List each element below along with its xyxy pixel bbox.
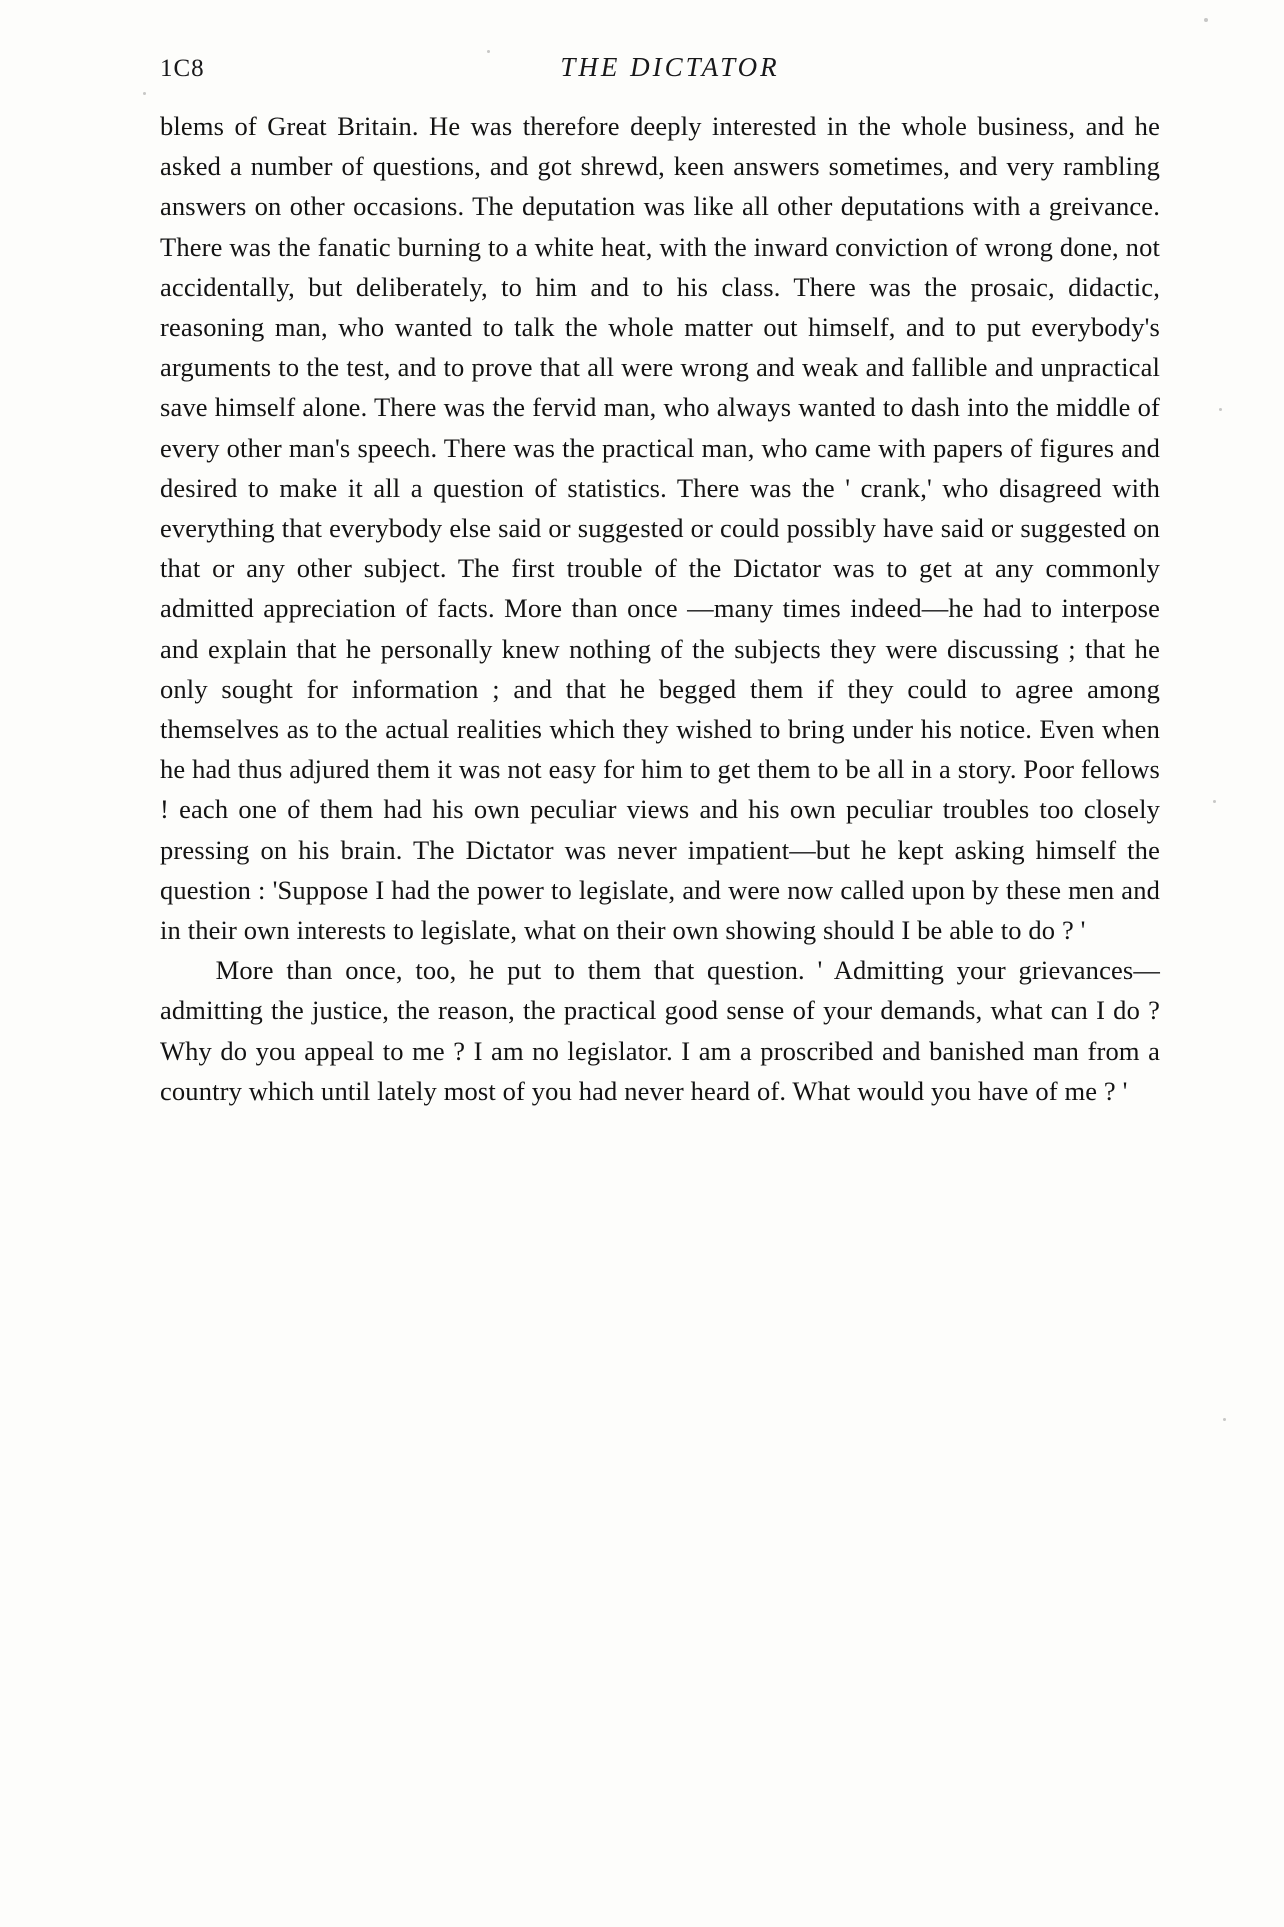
page-content [160,52,1180,1111]
paper-speck-icon [1204,18,1208,22]
running-title: THE DICTATOR [560,52,780,82]
running-head [160,52,1180,92]
paper-speck-icon [1223,1418,1226,1421]
paper-speck-icon [1219,408,1222,411]
page-number: 1C8 [160,55,205,82]
paper-speck-icon [1213,800,1216,803]
paragraph: blems of Great Britain. He was therefore deeply interested in the whole business, and he asked a number of questions, and got shrewd, keen answers sometimes, and very rambling answers on other occasions. The deputation was like all other deputations with a greivance. There was the fanatic burning to a white heat, with the inward conviction of wrong done, not accidentally, but deliberately, to him and to his class. There was the prosaic, didactic, reasoning man, who wanted to talk the whole matter out himself, and to put everybody's arguments to the test, and to prove that all were wrong and weak and fallible and unpractical save himself alone. There was the fervid man, who always wanted to dash into the middle of every other man's speech. There was the practical man, who came with papers of figures and desired to make it all a question of statistics. There was the ' crank,' who disagreed with everything that everybody else said or suggested or could possibly have said or suggested on that or any other subject. The first trouble of the Dictator was to get at any commonly admitted appreciation of facts. More than once —many times indeed—he had to interpose and explain that he personally knew nothing of the subjects they were discussing ; that he only sought for information ; and that he begged them if they could to agree among themselves as to the actual realities which they wished to bring under his notice. Even when he had thus adjured them it was not easy for him to get them to be all in a story. Poor fellows ! each one of them had his own peculiar views and his own peculiar troubles too closely pressing on his brain. The Dictator was never impatient—but he kept asking himself the question : 'Suppose I had the power to legislate, and were now called upon by these men and in their own interests to legislate, what on their own showing should I be able to do ? ' [160,111,1160,946]
paragraph: More than once, too, he put to them that question. ' Admitting your grievances—admitting the justice, the reason, the practical good sense of your demands, what can I do ? Why do you appeal to me ? I am no legislator. I am a proscribed and banished man from a country which until lately most of you had never heard of. What would you have of me ? ' [160,955,1160,1106]
paper-speck-icon [143,92,146,95]
body-text [160,106,1160,1111]
